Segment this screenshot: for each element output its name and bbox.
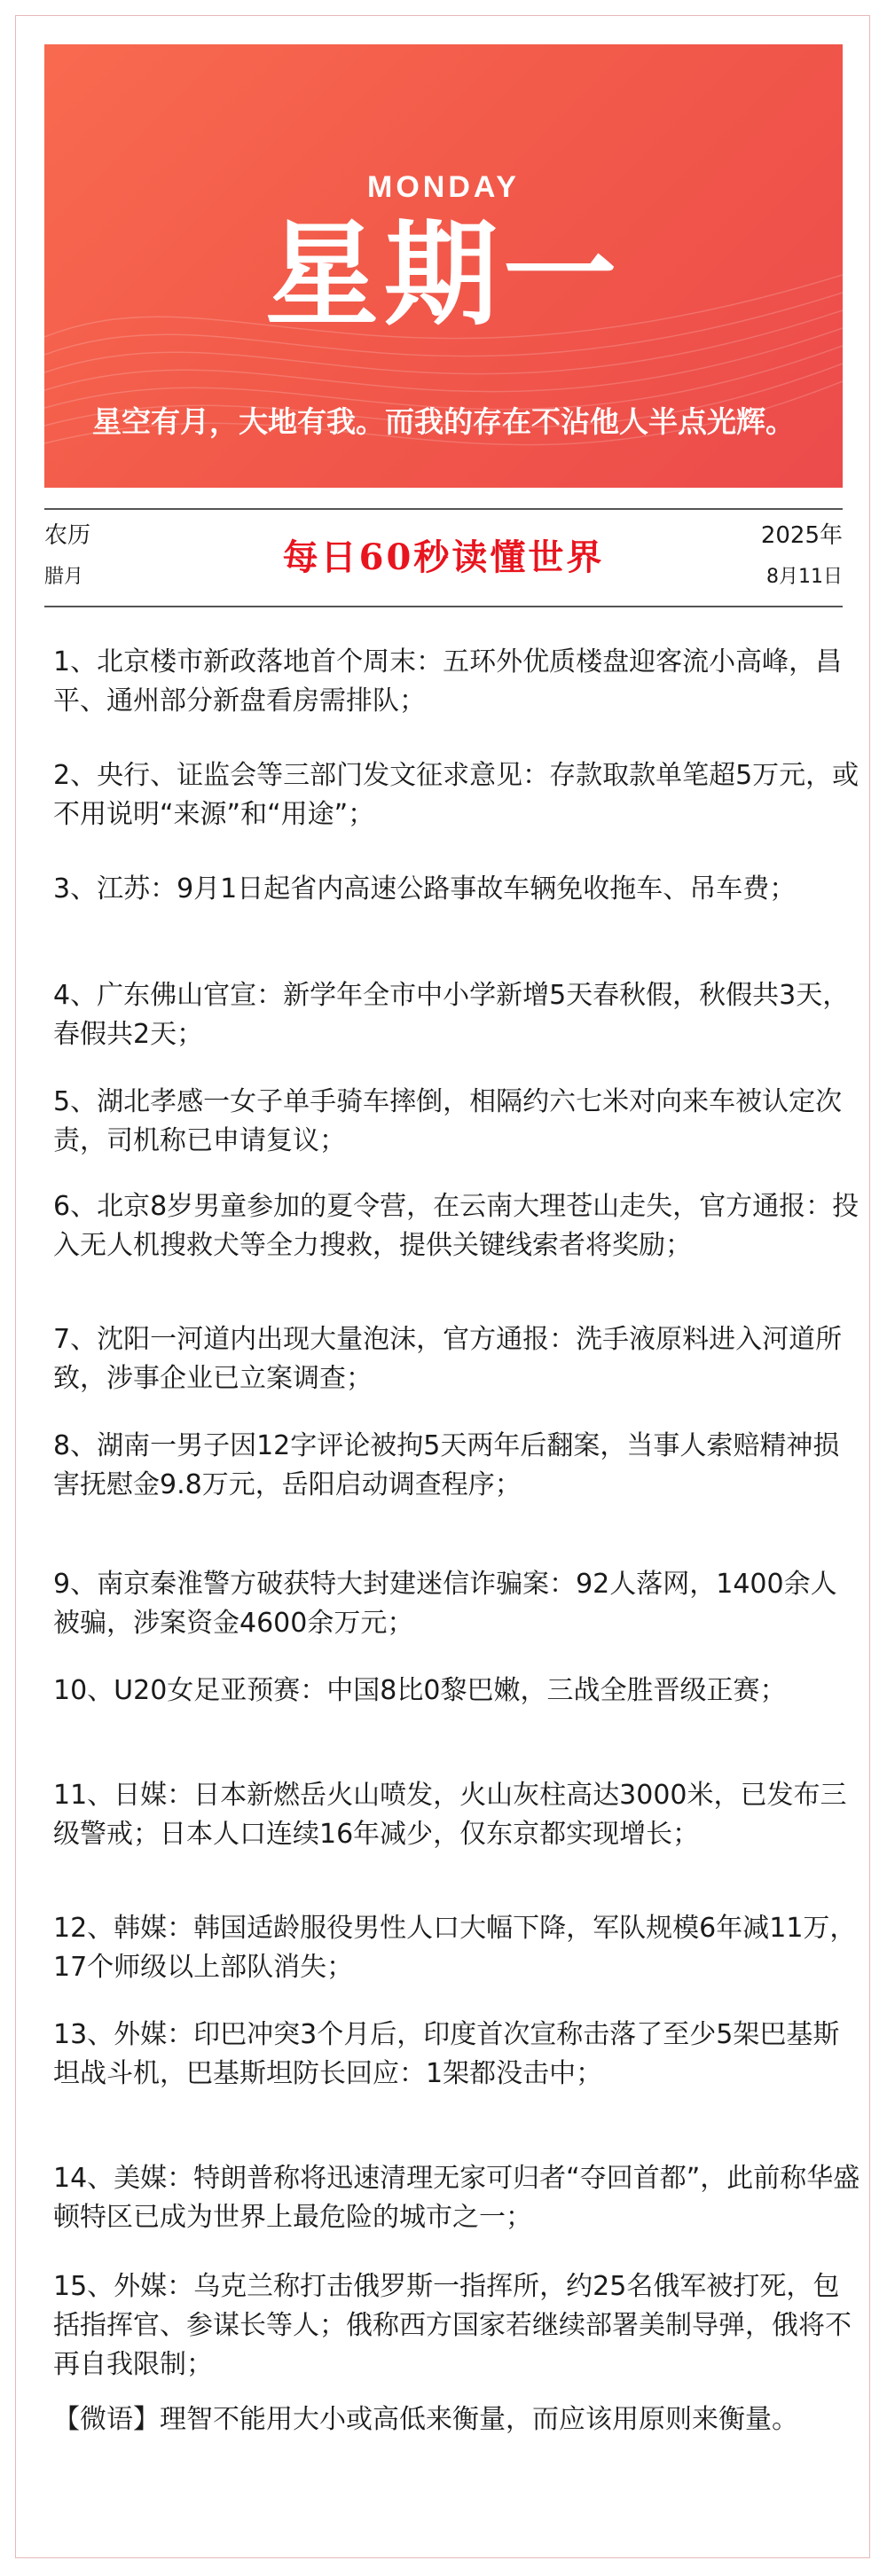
date: 8月11日: [766, 566, 843, 588]
year: 2025年: [760, 522, 843, 549]
divider-bottom: [44, 606, 843, 607]
news-item-6: 6、北京8岁男童参加的夏令营，在云南大理苍山走失，官方通报：投入无人机搜救犬等全力搜救，提供关键线索者将奖励；: [53, 1191, 860, 1261]
day-chinese: 星期一: [264, 208, 622, 341]
day-english: MONDAY: [367, 170, 520, 204]
news-item-5: 5、湖北孝感一女子单手骑车摔倒，相隔约六七米对向来车被认定次责，司机称已申请复议；: [53, 1086, 843, 1156]
daily-quote: 星空有月，大地有我。而我的存在不沾他人半点光辉。: [92, 404, 795, 439]
page-title: 每日60秒读懂世界: [282, 536, 605, 578]
news-item-4: 4、广东佛山官宣：新学年全市中小学新增5天春秋假，秋假共3天，春假共2天；: [53, 980, 850, 1050]
date-header: [44, 510, 843, 599]
news-item-15: 15、外媒：乌克兰称打击俄罗斯一指挥所，约25名俄军被打死，包括指挥官、参谋长等人；俄称西方国家若继续部署美制导弹，俄将不再自我限制；: [53, 2271, 852, 2380]
news-item-12: 12、韩媒：韩国适龄服役男性人口大幅下降，军队规模6年减11万，17个师级以上部队消失；: [53, 1913, 857, 1983]
weekday-banner: [44, 44, 843, 488]
closing-quote: 【微语】理智不能用大小或高低来衡量，而应该用原则来衡量。: [53, 2404, 798, 2435]
lunar-month: 腊月: [44, 566, 84, 588]
news-item-13: 13、外媒：印巴冲突3个月后，印度首次宣称击落了至少5架巴基斯坦战斗机，巴基斯坦防长回应：1架都没击中；: [53, 2019, 840, 2089]
news-item-11: 11、日媒：日本新燃岳火山喷发，火山灰柱高达3000米，已发布三级警戒；日本人口连续16年减少，仅东京都实现增长；: [53, 1780, 847, 1850]
news-item-7: 7、沈阳一河道内出现大量泡沫，官方通报：洗手液原料进入河道所致，涉事企业已立案调查；: [53, 1324, 843, 1394]
news-item-14: 14、美媒：特朗普称将迅速清理无家可归者“夺回首都”，此前称华盛顿特区已成为世界上最危险的城市之一；: [53, 2163, 860, 2233]
news-item-2: 2、央行、证监会等三部门发文征求意见：存款取款单笔超5万元，或不用说明“来源”和“用途”；: [53, 760, 860, 830]
lunar-label: 农历: [44, 522, 91, 549]
news-item-9: 9、南京秦淮警方破获特大封建迷信诈骗案：92人落网，1400余人被骗，涉案资金4600余万元；: [53, 1569, 837, 1639]
news-item-1: 1、北京楼市新政落地首个周末：五环外优质楼盘迎客流小高峰，昌平、通州部分新盘看房需排队；: [53, 646, 843, 716]
news-item-8: 8、湖南一男子因12字评论被拘5天两年后翻案，当事人索赔精神损害抚慰金9.8万元，岳阳启动调查程序；: [53, 1430, 840, 1500]
news-item-10: 10、U20女足亚预赛：中国8比0黎巴嫩，三战全胜晋级正赛；: [53, 1675, 787, 1706]
news-item-3: 3、江苏：9月1日起省内高速公路事故车辆免收拖车、吊车费；: [53, 873, 797, 904]
